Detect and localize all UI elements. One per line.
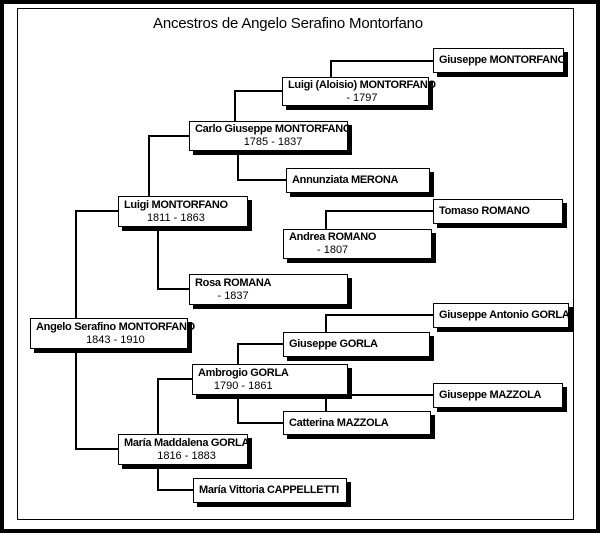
person-name: Giuseppe Antonio GORLA — [439, 309, 570, 321]
connector-line — [234, 90, 283, 92]
person-box-annunziata-merona[interactable] — [286, 168, 430, 193]
connector-line — [237, 422, 284, 424]
person-box-giuseppe-montorfano[interactable] — [433, 48, 564, 73]
person-dates: 1843 - 1910 — [86, 333, 145, 346]
person-box-giuseppe-gorla[interactable] — [283, 332, 430, 357]
person-box-tomaso-romano[interactable] — [433, 199, 563, 224]
person-name: Ambrogio GORLA — [198, 366, 289, 379]
person-box-maria-vittoria-cappelletti[interactable] — [193, 478, 347, 503]
person-box-maria-maddalena-gorla[interactable] — [118, 434, 248, 465]
connector-line — [157, 378, 159, 435]
person-box-ambrogio-gorla[interactable] — [192, 364, 348, 395]
person-name: Tomaso ROMANO — [439, 205, 530, 217]
person-name: Catterina MAZZOLA — [289, 416, 389, 429]
connector-line — [157, 464, 159, 490]
person-dates: 1811 - 1863 — [146, 211, 205, 224]
person-name: Carlo Giuseppe MONTORFANO — [195, 123, 352, 135]
connector-line — [325, 210, 434, 212]
connector-line — [325, 314, 434, 316]
person-name: Luigi MONTORFANO — [124, 198, 228, 211]
connector-line — [237, 343, 284, 345]
connector-line — [148, 135, 150, 197]
chart-title: Ancestros de Angelo Serafino Montorfano — [153, 15, 423, 32]
connector-line — [325, 394, 327, 412]
connector-line — [75, 348, 77, 449]
connector-line — [157, 288, 190, 290]
connector-line — [75, 210, 77, 319]
person-name: Giuseppe MONTORFANO — [439, 54, 566, 66]
connector-line — [237, 150, 239, 180]
person-name: María Maddalena GORLA — [124, 436, 250, 449]
person-dates: 1816 - 1883 — [157, 449, 216, 462]
person-name: Giuseppe MAZZOLA — [439, 389, 542, 401]
person-name: Andrea ROMANO — [289, 231, 377, 243]
person-box-luigi-aloisio-montorfano[interactable] — [282, 77, 436, 106]
person-box-andrea-romano[interactable] — [283, 229, 432, 259]
person-name: Annunziata MERONA — [292, 174, 399, 186]
person-box-giuseppe-antonio-gorla[interactable] — [433, 303, 569, 328]
person-box-angelo-serafino-montorfano[interactable] — [30, 318, 195, 349]
connector-line — [75, 448, 119, 450]
person-dates: 1790 - 1861 — [213, 379, 273, 392]
person-dates: - 1837 — [217, 289, 249, 302]
connector-line — [237, 343, 239, 365]
connector-line — [75, 210, 119, 212]
connector-line — [148, 135, 190, 137]
connector-line — [234, 90, 236, 122]
connector-line — [330, 60, 434, 62]
connector-line — [330, 60, 332, 78]
connector-line — [325, 210, 327, 230]
person-name: Giuseppe GORLA — [289, 338, 378, 350]
person-name: Luigi (Aloisio) MONTORFANO — [288, 78, 436, 91]
person-dates: 1785 - 1837 — [243, 136, 303, 148]
person-box-luigi-montorfano[interactable] — [118, 196, 248, 227]
person-box-rosa-romana[interactable] — [189, 274, 348, 305]
person-dates: - 1797 — [346, 91, 378, 104]
connector-line — [157, 378, 193, 380]
person-name: Angelo Serafino MONTORFANO — [36, 320, 195, 333]
connector-line — [325, 314, 327, 333]
person-name: María Vittoria CAPPELLETTI — [199, 484, 339, 496]
connector-line — [157, 226, 159, 289]
person-name: Rosa ROMANA — [195, 276, 272, 289]
person-box-catterina-mazzola[interactable] — [283, 411, 431, 435]
connector-line — [237, 394, 239, 423]
person-box-giuseppe-mazzola[interactable] — [433, 383, 563, 408]
connector-line — [157, 489, 194, 491]
connector-line — [237, 179, 287, 181]
person-dates: - 1807 — [316, 244, 349, 256]
person-box-carlo-giuseppe-montorfano[interactable] — [189, 121, 352, 151]
